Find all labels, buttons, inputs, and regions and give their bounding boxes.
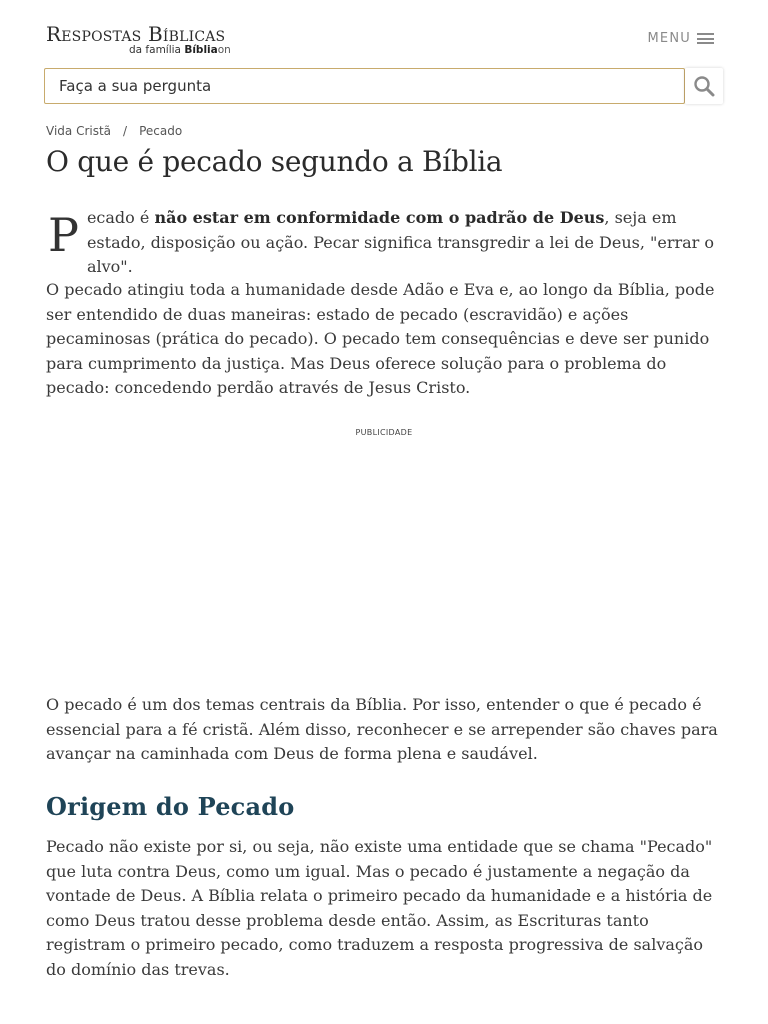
logo-brand-suffix: on: [217, 44, 231, 56]
logo-title: Respostas Bíblicas: [46, 22, 226, 46]
paragraph-2: [46, 278, 726, 401]
paragraph-4-text: Pecado não existe por si, ou seja, não existe uma entidade que se chama "Pecado" que luta contra Deus, como um igual. Mas o pecado é justamente a negação da vontade de Deus. A Bíblia relata o primeiro pecado da humanidade e a história de como Deus tratou desse problema desde então. Assim, as Escrituras tanto registram o primeiro pecado, como traduzem a resposta progressiva de salvação do domínio das trevas.: [46, 837, 713, 979]
paragraph-3: [46, 693, 726, 767]
paragraph-4: [46, 835, 726, 983]
search-button[interactable]: [685, 68, 723, 104]
paragraph-3-text: O pecado é um dos temas centrais da Bíblia. Por isso, entender o que é pecado é essencial para a fé cristã. Além disso, reconhecer e se arrepender são chaves para avançar na caminhada com Deus de forma plena e saudável.: [46, 695, 718, 764]
intro-rest: , seja em estado, disposição ou ação. Pecar significa transgredir a lei de Deus, "errar o alvo".: [86, 208, 715, 277]
logo-prefix: da família: [129, 44, 185, 56]
paragraph-2-text: O pecado atingiu toda a humanidade desde Adão e Eva e, ao longo da Bíblia, pode ser entendido de duas maneiras: estado de pecado (escravidão) e ações pecaminosas (prática do pecado). O pecado tem consequências e deve ser punido para cumprimento da justiça. Mas Deus oferece solução para o problema do pecado: concedendo perdão através de Jesus Cristo.: [46, 280, 715, 398]
logo-brand: Bíblia: [184, 44, 218, 56]
site-logo[interactable]: [46, 22, 246, 56]
search-icon: [693, 75, 715, 97]
menu-label: MENU: [647, 31, 691, 46]
ad-label: PUBLICIDADE: [355, 428, 413, 437]
section-heading: Origem do Pecado: [46, 792, 295, 821]
page-title: O que é pecado segundo a Bíblia: [46, 145, 503, 178]
breadcrumb: [46, 124, 182, 138]
breadcrumb-vida-crista[interactable]: Vida Cristã: [46, 124, 112, 138]
menu-button[interactable]: [648, 31, 714, 46]
intro-paragraph: [46, 206, 726, 280]
intro-lead: ecado é: [86, 208, 155, 227]
logo-subtitle: [129, 44, 231, 56]
breadcrumb-separator: /: [123, 124, 128, 138]
intro-bold: não estar em conformidade com o padrão de Deus: [154, 208, 605, 227]
hamburger-icon: [697, 33, 714, 44]
breadcrumb-pecado[interactable]: Pecado: [139, 124, 183, 138]
dropcap: P: [48, 208, 79, 262]
search-input[interactable]: [44, 68, 685, 104]
search-bar: [44, 68, 724, 104]
